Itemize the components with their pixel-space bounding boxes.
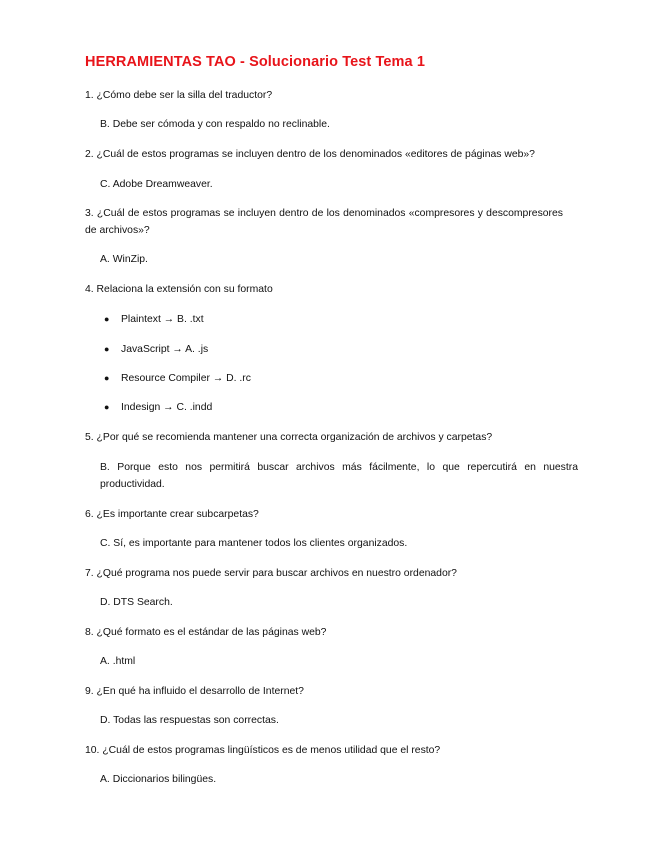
question-8: 8. ¿Qué formato es el estándar de las páginas web?	[85, 627, 327, 638]
bullet-item	[104, 341, 208, 358]
bullet-item	[104, 311, 204, 328]
question-7: 7. ¿Qué programa nos puede servir para buscar archivos en nuestro ordenador?	[85, 568, 457, 579]
bullet-dot: ●	[104, 373, 110, 383]
answer-9: D. Todas las respuestas son correctas.	[100, 715, 279, 726]
bullet-dot: ●	[104, 314, 110, 324]
answer-5: B. Porque esto nos permitirá buscar archivos más fácilmente, lo que repercutirá en nuestra productividad.	[100, 462, 578, 490]
answer-8: A. .html	[100, 656, 136, 667]
question-6: 6. ¿Es importante crear subcarpetas?	[85, 509, 259, 520]
question-9: 9. ¿En qué ha influido el desarrollo de Internet?	[85, 686, 304, 697]
bullet-text: Plaintext → B. .txt	[121, 314, 204, 325]
bullet-text: JavaScript → A. .js	[121, 344, 209, 355]
document-title: HERRAMIENTAS TAO - Solucionario Test Tema 1	[85, 54, 425, 70]
answer-6: C. Sí, es importante para mantener todos los clientes organizados.	[100, 538, 408, 549]
bullet-item	[104, 399, 212, 416]
bullet-text: Resource Compiler → D. .rc	[121, 373, 251, 384]
bullet-item	[104, 370, 251, 387]
bullet-text: Indesign → C. .indd	[121, 402, 213, 413]
question-5: 5. ¿Por qué se recomienda mantener una correcta organización de archivos y carpetas?	[85, 432, 493, 443]
question-4: 4. Relaciona la extensión con su formato	[85, 284, 273, 295]
question-1: 1. ¿Cómo debe ser la silla del traductor?	[85, 90, 273, 101]
bullet-dot: ●	[104, 344, 110, 354]
bullet-dot: ●	[104, 402, 110, 412]
answer-7: D. DTS Search.	[100, 597, 173, 608]
question-10: 10. ¿Cuál de estos programas lingüísticos es de menos utilidad que el resto?	[85, 745, 441, 756]
question-3: 3. ¿Cuál de estos programas se incluyen dentro de los denominados «compresores y descompresores de archivos»?	[85, 208, 563, 236]
answer-10: A. Diccionarios bilingües.	[100, 774, 217, 785]
answer-1: B. Debe ser cómoda y con respaldo no reclinable.	[100, 119, 330, 130]
answer-2: C. Adobe Dreamweaver.	[100, 179, 213, 190]
answer-3: A. WinZip.	[100, 254, 148, 265]
question-2: 2. ¿Cuál de estos programas se incluyen dentro de los denominados «editores de páginas web»?	[85, 149, 535, 160]
